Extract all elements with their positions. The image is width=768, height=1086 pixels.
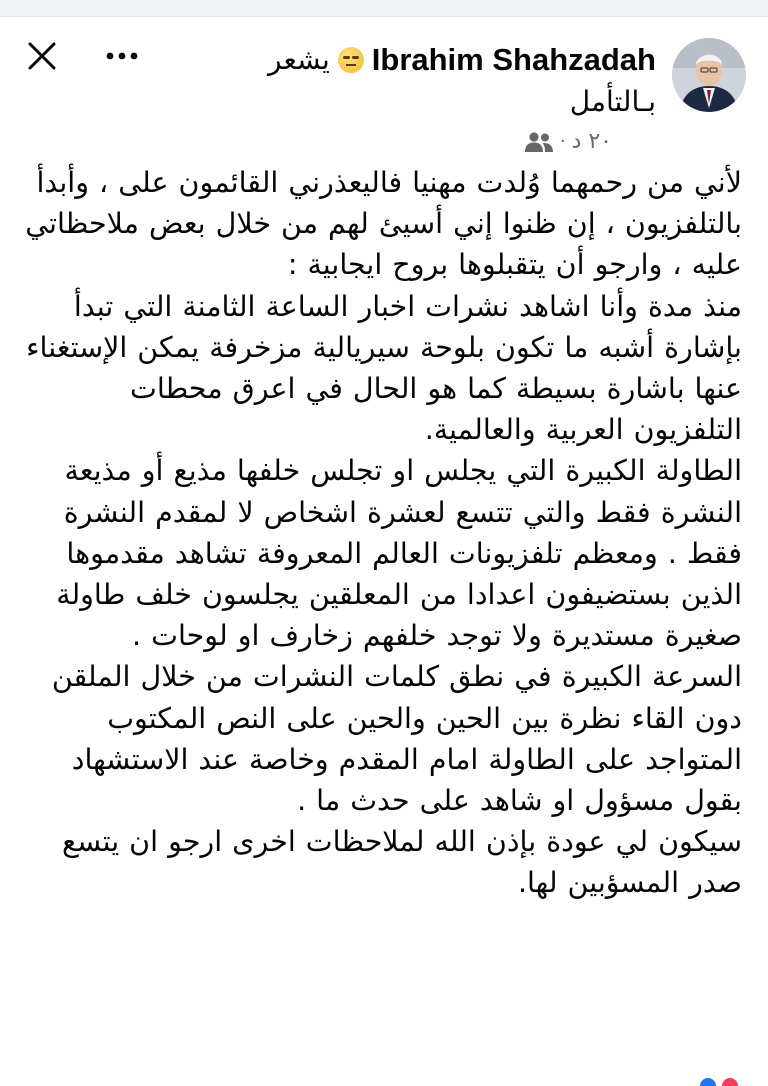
post-header <box>268 40 656 80</box>
like-reaction-icon <box>700 1078 716 1086</box>
author-avatar[interactable] <box>672 38 746 112</box>
friends-icon[interactable] <box>524 131 554 153</box>
more-options-button[interactable] <box>100 38 144 74</box>
post-time[interactable]: ٢٠ د <box>571 129 612 154</box>
post-body <box>14 162 742 904</box>
author-name-link[interactable]: Ibrahim Shahzadah <box>371 42 656 77</box>
close-icon <box>27 41 57 71</box>
more-options-icon <box>105 51 139 61</box>
post-paragraph-1: لأني من رحمهما وُلدت مهنيا فاليعذرني القائمون على ، وأبدأ بالتلفزيون ، إن ظنوا إني أسيئ لهم من خلال بعض ملاحظاتي عليه ، وارجو أن يتقبلوها بروح ايجابية : <box>25 166 742 282</box>
top-bar-strip <box>0 0 768 17</box>
post-paragraph-3: الطاولة الكبيرة التي يجلس او تجلس خلفها مذيع أو مذيعة النشرة فقط والتي تتسع لعشرة اشخاص لا لمقدم النشرة فقط . ومعظم تلفزيونات العالم المعروفة تشاهد مقدموها الذين بستضيفون اعدادا من المعلقين يجلسون خلف طاولة صغيرة مستديرة ولا توجد خلفهم زخارف او لوحات . <box>56 454 742 653</box>
post-meta <box>524 128 612 156</box>
avatar-photo <box>672 38 746 112</box>
post-paragraph-5: سيكون لي عودة بإذن الله لملاحظات اخرى ارجو ان يتسع صدر المسؤبين لها. <box>62 825 742 900</box>
post-paragraph-2: منذ مدة وأنا اشاهد نشرات اخبار الساعة الثامنة التي تبدأ بإشارة أشبه ما تكون بلوحة سيريالية مزخرفة يمكن الإستغناء عنها باشارة بسيطة كما هو الحال في اعرق محطات التلفزيون العربية والعالمية. <box>26 289 742 447</box>
feeling-text: بـالتأمل <box>569 85 656 118</box>
thinking-face-emoji-icon <box>338 47 364 73</box>
close-button[interactable] <box>22 36 62 76</box>
love-reaction-icon <box>722 1078 738 1086</box>
meta-separator: · <box>559 131 566 152</box>
reactions-row-partial <box>0 1078 768 1086</box>
post-paragraph-4: السرعة الكبيرة في نطق كلمات النشرات من خلال الملقن دون القاء نظرة بين الحين والحين على النص المكتوب المتواجد على الطاولة امام المقدم وخاصة عند الاستشهاد بقول مسؤول او شاهد على حدث ما . <box>51 660 742 818</box>
feeling-prefix: يشعر <box>268 43 330 76</box>
